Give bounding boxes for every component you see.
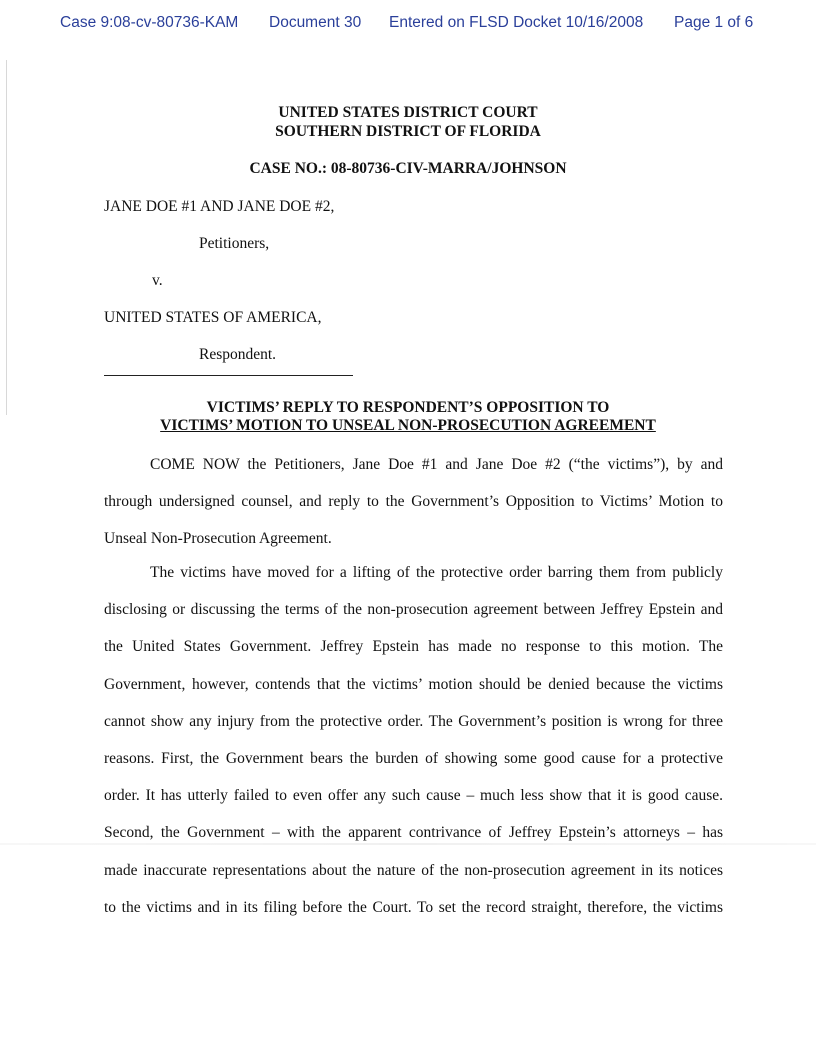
header-document-number: Document 30 (269, 14, 362, 31)
paragraph-line: order. It has utterly failed to even offer any such cause – much less show that it is good cause. (104, 787, 723, 805)
paragraph-line: The victims have moved for a lifting of the protective order barring them from publicly (150, 564, 723, 581)
paragraph-line: made inaccurate representations about the nature of the non-prosecution agreement in its notices (104, 861, 723, 879)
respondent-name: UNITED STATES OF AMERICA, (104, 309, 322, 326)
petitioners-label: Petitioners, (199, 235, 270, 252)
paragraph-line: through undersigned counsel, and reply to the Government’s Opposition to Victims’ Motion to (104, 493, 723, 511)
paragraph-line: reasons. First, the Government bears the burden of showing some good cause for a protective (104, 749, 723, 767)
paragraph-line: disclosing or discussing the terms of the non-prosecution agreement between Jeffrey Epstein and (104, 601, 723, 619)
court-name: UNITED STATES DISTRICT COURT (278, 104, 538, 121)
court-district: SOUTHERN DISTRICT OF FLORIDA (275, 123, 541, 140)
caption-divider (104, 375, 353, 376)
paragraph-line: the United States Government. Jeffrey Epstein has made no response to this motion. The (104, 638, 723, 656)
case-number-heading: CASE NO.: 08-80736-CIV-MARRA/JOHNSON (249, 160, 567, 177)
header-entered-docket: Entered on FLSD Docket 10/16/2008 (389, 14, 644, 31)
body-paragraph-1 (104, 446, 723, 558)
paragraph-line: to the victims and in its filing before the Court. To set the record straight, therefore, the victims (104, 898, 723, 916)
paragraph-line: Second, the Government – with the apparent contrivance of Jeffrey Epstein’s attorneys – has (104, 824, 723, 842)
body-paragraph-2 (104, 554, 723, 926)
paragraph-line: cannot show any injury from the protective order. The Government’s position is wrong for three (104, 712, 723, 730)
petitioners-name: JANE DOE #1 AND JANE DOE #2, (104, 198, 335, 215)
header-page-number: Page 1 of 6 (674, 14, 754, 31)
versus-label: v. (152, 272, 163, 289)
paragraph-line: Unseal Non-Prosecution Agreement. (104, 530, 332, 548)
document-title-line-1: VICTIMS’ REPLY TO RESPONDENT’S OPPOSITION TO (206, 399, 610, 416)
scan-artifact-band (0, 843, 816, 845)
document-title-line-2: VICTIMS’ MOTION TO UNSEAL NON-PROSECUTION AGREEMENT (160, 417, 656, 434)
docket-header (0, 14, 816, 38)
paragraph-line: Government, however, contends that the victims’ motion should be denied because the victims (104, 675, 723, 693)
paragraph-line: COME NOW the Petitioners, Jane Doe #1 and Jane Doe #2 (“the victims”), by and (150, 456, 723, 473)
respondent-label: Respondent. (199, 346, 277, 363)
header-case-number: Case 9:08-cv-80736-KAM (60, 14, 239, 31)
